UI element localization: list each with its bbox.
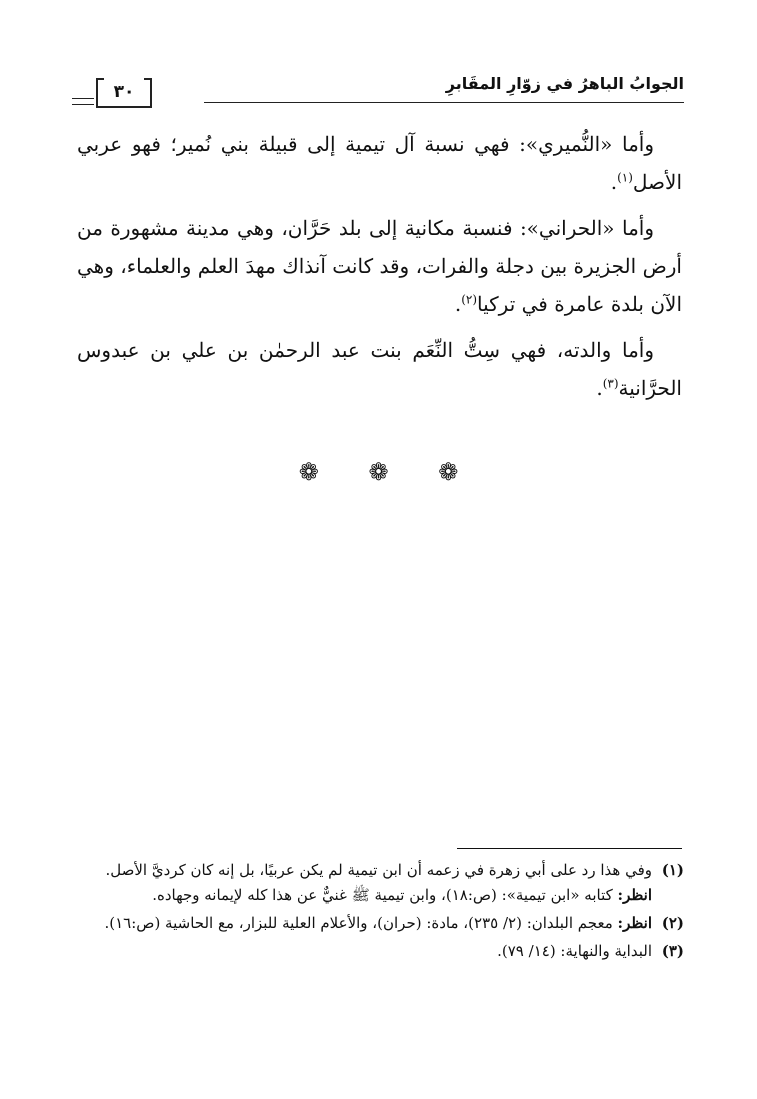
footnote-number: (٢) (661, 914, 684, 932)
main-text (77, 125, 682, 407)
footnote-number: (١) (661, 861, 684, 879)
paragraph-numayri (77, 125, 682, 201)
flower-ornament-icon: ❁ (368, 458, 389, 486)
paragraph-text: وأما «الحراني»: فنسبة مكانية إلى بلد حَرَّان، وهي مدينة مشهورة من أرض الجزيرة بين دجلة والفرات، وقد كانت آنذاك مهدَ العلم والعلماء، وهي الآن بلدة عامرة في تركيا (77, 216, 682, 316)
page-number: ٣٠ (96, 80, 152, 108)
page-header (72, 70, 684, 110)
paragraph-end-mark: . (454, 292, 462, 316)
footnote-reference-line (75, 911, 652, 936)
footnote-text: وفي هذا رد على أبي زهرة في زعمه أن ابن تيمية لم يكن عربيًا، بل إنه كان كرديَّ الأصل. (105, 861, 652, 879)
header-rule (204, 102, 684, 103)
footnote-ref-1[interactable]: (١) (617, 170, 633, 185)
paragraph-harrani (77, 209, 682, 323)
footnote-number: (٣) (661, 942, 684, 960)
paragraph-text: وأما والدته، فهي سِتُّ النِّعَم بنت عبد الرحمٰن بن علي بن عبدوس الحرَّانية (77, 338, 682, 400)
paragraph-text: وأما «النُّميري»: فهي نسبة آل تيمية إلى قبيلة بني نُمير؛ فهو عربي الأصل (77, 132, 682, 194)
paragraph-mother (77, 331, 682, 407)
footnote-text: البداية والنهاية: (١٤/ ٧٩). (497, 942, 652, 960)
footnote-lead: انظر: (617, 914, 652, 932)
paragraph-end-mark: . (596, 376, 603, 400)
footnote-separator (457, 848, 682, 849)
paragraph-end-mark: . (610, 170, 618, 194)
footnote-text: كتابه «ابن تيمية»: (ص:١٨)، وابن تيمية ﷺ غنيٌّ عن هذا كله لإيمانه وجهاده. (152, 886, 613, 904)
footnote-3 (75, 939, 684, 964)
section-divider (0, 458, 757, 486)
footnote-reference-line (75, 883, 652, 908)
footnote-text: معجم البلدان: (٢/ ٢٣٥)، مادة: (حران)، والأعلام العلية للبزار، مع الحاشية (ص:١٦). (104, 914, 613, 932)
running-title: الجوابُ الباهرُ في زوّارِ المقَابرِ (445, 74, 684, 93)
footnotes (75, 858, 684, 967)
footnote-1 (75, 858, 684, 908)
flower-ornament-icon: ❁ (298, 458, 319, 486)
footnote-2 (75, 911, 684, 936)
footnote-ref-2[interactable]: (٢) (461, 292, 478, 307)
header-double-rule-bottom (72, 104, 94, 105)
footnote-ref-3[interactable]: (٣) (602, 376, 619, 391)
flower-ornament-icon: ❁ (438, 458, 459, 486)
footnote-lead: انظر: (617, 886, 652, 904)
header-double-rule-top (72, 98, 94, 99)
